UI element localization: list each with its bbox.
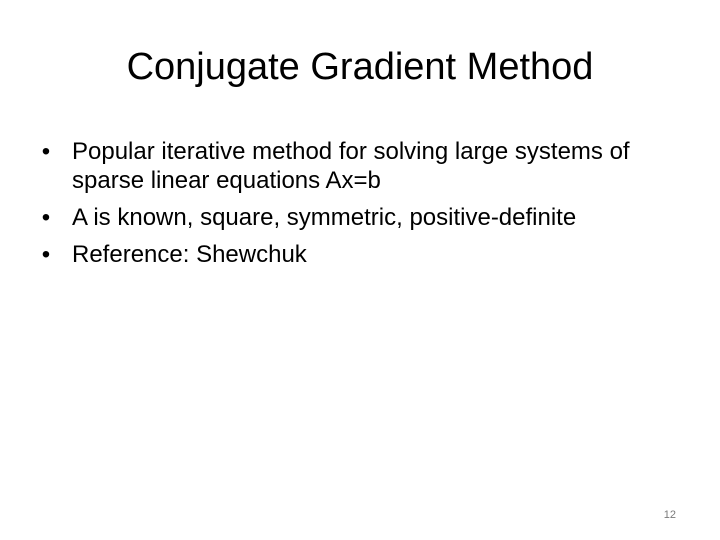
bullet-marker-icon: • [41,241,51,268]
bullet-item [36,203,676,232]
bullet-text: A is known, square, symmetric, positive-definite [72,204,577,231]
bullet-text: Popular iterative method for solving large systems of sparse linear equations Ax=b [72,138,630,194]
page-number: 12 [663,509,676,521]
bullet-list [36,137,676,277]
bullet-text: Reference: Shewchuk [72,241,307,268]
slide-title: Conjugate Gradient Method [126,46,594,88]
bullet-item [36,240,676,269]
bullet-item [36,137,676,195]
bullet-marker-icon: • [41,204,51,231]
bullet-marker-icon: • [41,138,51,165]
